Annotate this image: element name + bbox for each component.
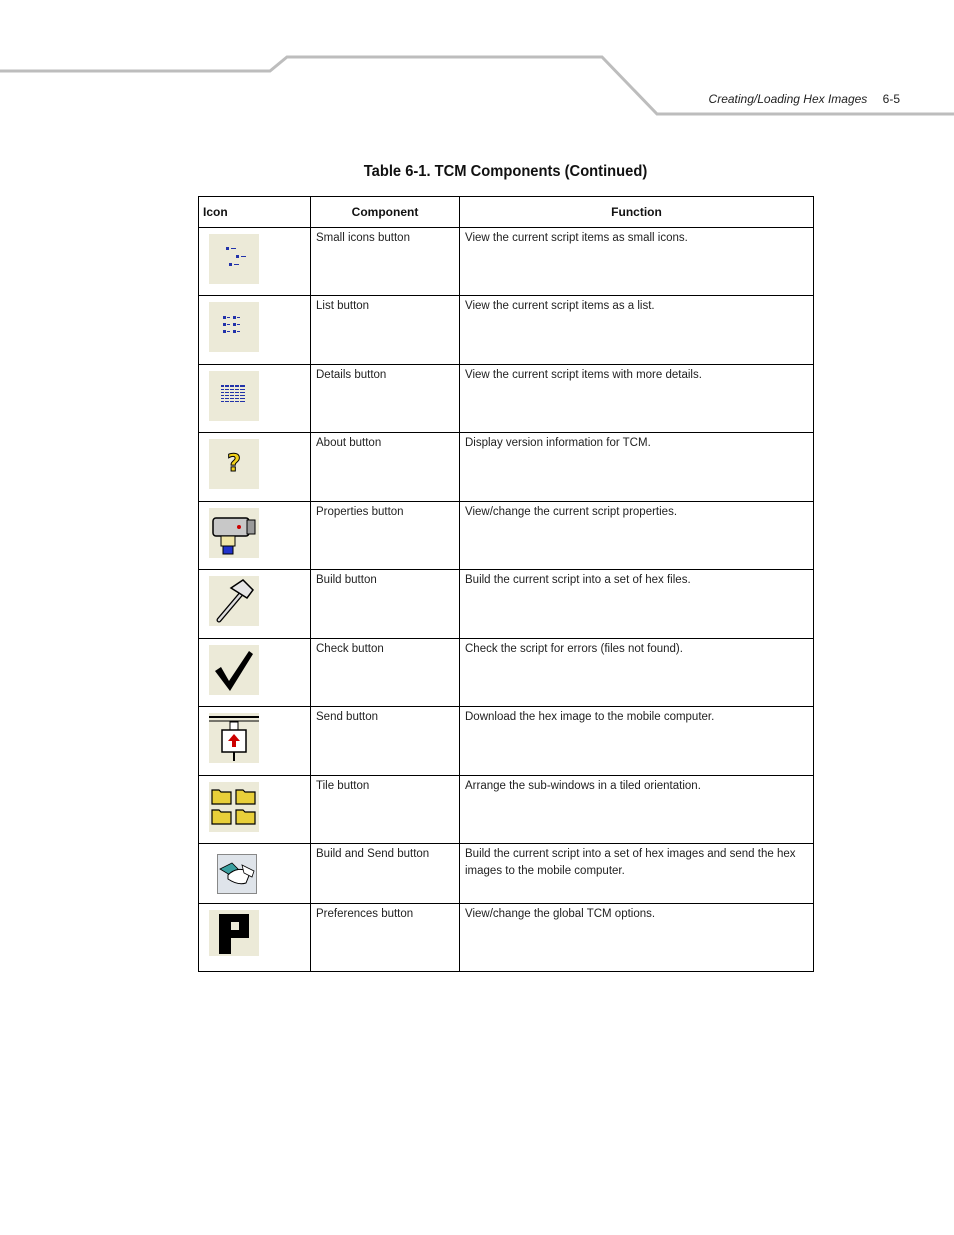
running-header [709,92,900,106]
component-cell: Build and Send button [311,844,460,904]
hammer-icon [209,576,259,626]
letter-p-icon [209,910,259,956]
function-cell: View the current script items as a list. [460,296,814,365]
function-cell: Check the script for errors (files not found). [460,639,814,707]
table-row [199,570,814,639]
function-cell: Arrange the sub-windows in a tiled orientation. [460,776,814,844]
component-cell: Tile button [311,776,460,844]
table-row [199,707,814,776]
svg-text:?: ? [227,449,241,477]
checkmark-icon [209,645,259,695]
component-cell: Properties button [311,502,460,570]
section-title: Creating/Loading Hex Images [708,92,868,106]
function-cell: View/change the current script properties. [460,502,814,570]
table-row [199,776,814,844]
column-header-function: Function [460,197,814,228]
tile-folders-icon [209,782,259,832]
table-title: Table 6-1. TCM Components (Continued) [363,163,648,180]
handshake-icon [217,854,257,894]
send-download-icon [209,713,259,763]
component-cell: Check button [311,639,460,707]
details-icon [209,371,259,421]
function-cell: View/change the global TCM options. [460,904,814,972]
list-icon [209,302,259,352]
function-cell: Build the current script into a set of hex images and send the hex images to the mobile computer. [460,844,814,904]
component-cell: List button [311,296,460,365]
question-mark-icon [209,439,259,489]
component-cell: Build button [311,570,460,639]
column-header-icon: Icon [199,197,311,228]
table-header-row [199,197,814,228]
page-number: 6-5 [882,92,900,106]
small-icons-icon [209,234,259,284]
table-row [199,433,814,502]
camera-hand-icon [209,508,259,558]
components-table [198,196,814,972]
component-cell: About button [311,433,460,502]
function-cell: Build the current script into a set of hex files. [460,570,814,639]
table-row [199,502,814,570]
table-row [199,365,814,433]
component-cell: Send button [311,707,460,776]
table-row [199,844,814,904]
function-cell: Download the hex image to the mobile computer. [460,707,814,776]
table-row [199,296,814,365]
component-cell: Preferences button [311,904,460,972]
table-row [199,639,814,707]
table-row [199,904,814,972]
function-cell: View the current script items with more details. [460,365,814,433]
column-header-component: Component [311,197,460,228]
function-cell: View the current script items as small icons. [460,228,814,296]
component-cell: Details button [311,365,460,433]
function-cell: Display version information for TCM. [460,433,814,502]
table-row [199,228,814,296]
component-cell: Small icons button [311,228,460,296]
